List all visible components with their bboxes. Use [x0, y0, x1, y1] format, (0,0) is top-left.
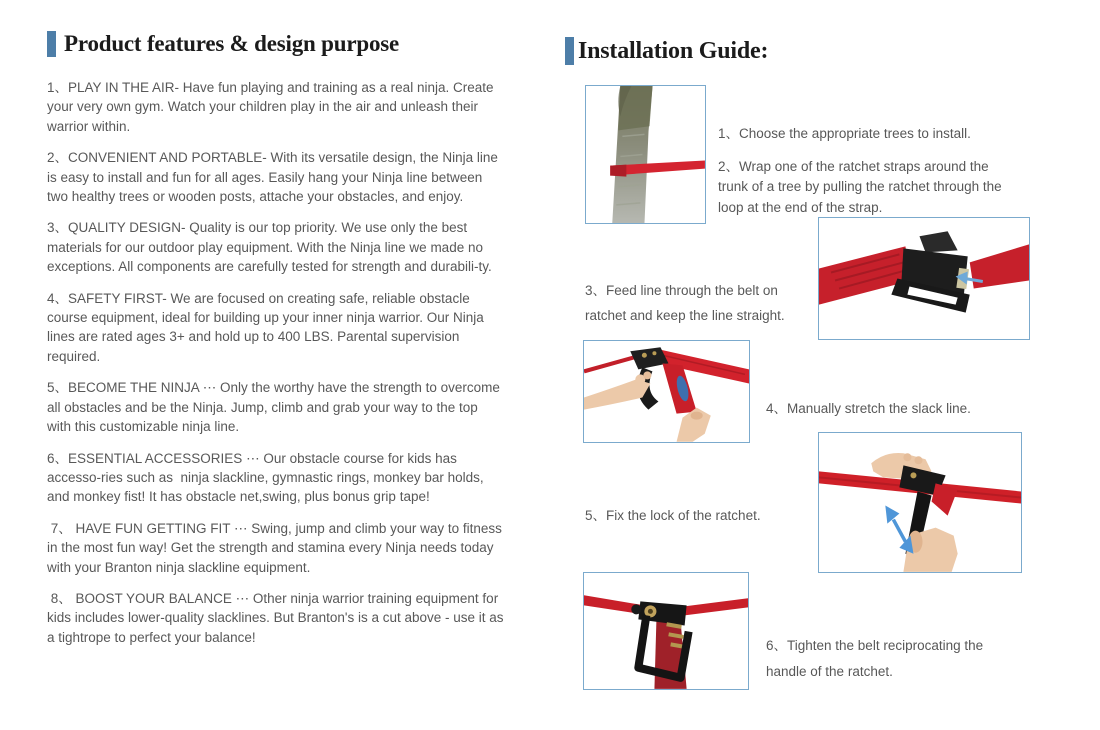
feature-item-4: 4、SAFETY FIRST- We are focused on creating safe, reliable obstacle course equipment, ideal for building up your inner ninja warrior. Our Ninja lines are rated ages 3+ and hold up to 400 LBS. Parental supervision required. — [47, 290, 488, 364]
ratchet-tightened-line-image — [584, 573, 748, 689]
features-title: Product features & design purpose — [64, 31, 399, 56]
tree-trunk-with-strap-image — [586, 86, 705, 223]
install-step-3: 3、Feed line through the belt on ratchet and keep the line straight. — [585, 282, 785, 323]
feature-item-6: 6、ESSENTIAL ACCESSORIES ⋯ Our obstacle course for kids has accesso-ries such as ninja slackline, gymnastic rings, monkey bar holds, and monkey fist! It has obstacle net,swing, plus bonus grip tape! — [47, 450, 488, 505]
feature-item-1: 1、PLAY IN THE AIR- Have fun playing and training as a real ninja. Create your very own gym. Watch your children play in the air and unleash their warrior within. — [47, 80, 498, 134]
install-step-6: 6、Tighten the belt reciprocating the handle of the ratchet. — [766, 637, 987, 679]
feature-item-2: 2、CONVENIENT AND PORTABLE- With its versatile design, the Ninja line is easy to install and fun for all ages. Easily hang your Ninja line between two healthy trees or wooden posts, attache your obstacles, and enjoy. — [47, 150, 502, 205]
accent-bar-icon — [47, 31, 56, 57]
features-section — [47, 31, 508, 659]
accent-bar-icon — [565, 37, 574, 65]
install-step-5: 5、Fix the lock of the ratchet. — [585, 507, 761, 523]
install-step-4: 4、Manually stretch the slack line. — [766, 400, 971, 416]
install-title: Installation Guide: — [578, 37, 769, 64]
install-step-1: 1、Choose the appropriate trees to install. — [718, 125, 971, 141]
photo-hand-fixing-ratchet-lock — [818, 432, 1022, 573]
feature-item-8: 8、 BOOST YOUR BALANCE ⋯ Other ninja warrior training equipment for kids includes lower-quality slacklines. But Branton's is a cut above - use it as a tightrope to perfect your balance! — [47, 590, 508, 645]
ratchet-strap-closeup-image — [819, 218, 1029, 339]
photo-hands-threading-line — [583, 340, 750, 443]
install-step-2: 2、Wrap one of the ratchet straps around the trunk of a tree by pulling the ratchet through the loop at the end of the strap. — [718, 158, 1006, 215]
feature-item-5: 5、BECOME THE NINJA ⋯ Only the worthy have the strength to overcome all obstacles and be the Ninja. Jump, climb and grab your way to the top with this customizable ninja line. — [47, 380, 504, 435]
features-header — [47, 31, 505, 57]
install-header — [565, 37, 768, 65]
photo-ratchet-tightened-line — [583, 572, 749, 690]
hand-fixing-ratchet-lock-image — [819, 433, 1021, 572]
reciprocate-arrow-icon — [885, 506, 913, 554]
feature-item-7: 7、 HAVE FUN GETTING FIT ⋯ Swing, jump and climb your way to fitness in the most fun way! Get the strength and stamina every Ninja needs today with your Branton ninja slackline equipment. — [47, 520, 506, 575]
photo-tree-trunk-with-strap — [585, 85, 706, 224]
feature-item-3: 3、QUALITY DESIGN- Quality is our top priority. We use only the best materials for our outdoor play equipment. With the Ninja line we made no exceptions. All components are carefully tested for strength and durabili-ty. — [47, 220, 492, 275]
photo-ratchet-strap-closeup — [818, 217, 1030, 340]
hands-threading-line-image — [584, 341, 749, 442]
